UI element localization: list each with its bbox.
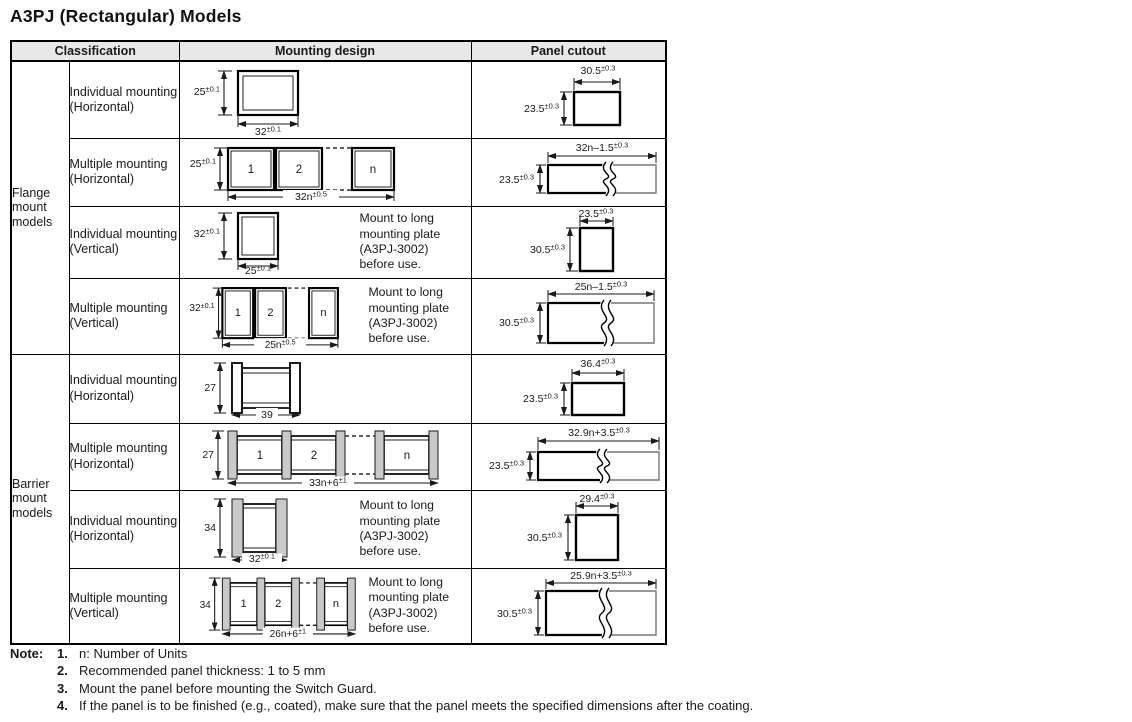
note-text: If the panel is to be finished (e.g., coated), make sure that the panel meets the specified dimensions after the coating. [79, 698, 754, 714]
diagram-shape [564, 502, 618, 560]
height-dim-label: 27 [203, 381, 216, 394]
width-dim-label: $26n+6^{\pm 1}$ [269, 626, 306, 640]
diagram-shape [218, 71, 298, 127]
mount-type-label: Multiple mounting (Vertical) [69, 278, 179, 354]
cutout-diagram [472, 571, 663, 641]
mounting-diagram [180, 63, 340, 137]
diagram-shape [534, 579, 656, 638]
width-dim-label: 39 [260, 408, 273, 421]
mounting-note: Mount to long mounting plate (A3PJ-3002) before use. [359, 498, 441, 559]
height-dim-label: $30.5^{\pm 0.3}$ [498, 315, 534, 329]
width-dim-label: $33n+6^{\pm 1}$ [308, 475, 347, 488]
note-label: Note: [10, 646, 44, 661]
group-cell-flange: Flange mount models [11, 61, 69, 354]
width-dim-label: $36.4^{\pm 0.3}$ [580, 356, 615, 370]
col-header-panel-cutout: Panel cutout [471, 41, 666, 61]
note-number: 3. [57, 680, 68, 696]
width-dim-label: $32n-1.5^{\pm 0.3}$ [575, 141, 628, 154]
diagram-shape [536, 152, 656, 196]
width-dim-label: $32^{\pm 0.1}$ [248, 551, 275, 564]
models-table [10, 40, 667, 645]
mount-type-label: Individual mounting (Vertical) [69, 206, 179, 278]
mounting-diagram [180, 281, 363, 351]
col-header-mounting-design: Mounting design [179, 41, 471, 61]
height-dim-label: $32^{\pm 0.1}$ [188, 300, 215, 315]
diagram-shape [566, 217, 613, 271]
mount-type-label: Multiple mounting (Horizontal) [69, 138, 179, 206]
cutout-diagram [472, 493, 663, 565]
height-dim-label: $23.5^{\pm 0.3}$ [522, 391, 558, 405]
height-dim-label: $23.5^{\pm 0.3}$ [498, 172, 534, 186]
height-dim-label: $25^{\pm 0.1}$ [193, 84, 220, 98]
height-dim-label: $32^{\pm 0.1}$ [193, 226, 220, 240]
diagram-shape [526, 437, 659, 483]
width-dim-label: $32n^{\pm 0.5}$ [294, 189, 327, 203]
note-number: 1. [57, 646, 68, 661]
diagram-shape [560, 78, 620, 125]
note-text: n: Number of Units [79, 646, 188, 661]
mounting-note: Mount to long mounting plate (A3PJ-3002) before use. [368, 285, 450, 346]
note-item [10, 697, 1128, 714]
unit-number: 2 [266, 307, 274, 319]
width-dim-label: $25.9n+3.5^{\pm 0.3}$ [569, 570, 632, 582]
notes [10, 645, 1128, 715]
cutout-diagram [472, 64, 663, 136]
width-dim-label: $23.5^{\pm 0.3}$ [578, 208, 613, 220]
unit-number: 2 [310, 449, 317, 462]
note-item [10, 645, 1128, 662]
mount-type-label: Individual mounting (Horizontal) [69, 354, 179, 423]
diagram-shape [214, 363, 300, 421]
width-dim-label: $25n-1.5^{\pm 0.3}$ [574, 281, 627, 293]
mounting-diagram [180, 140, 420, 204]
mount-type-label: Individual mounting (Horizontal) [69, 490, 179, 568]
height-dim-label: $25^{\pm 0.1}$ [189, 156, 216, 170]
unit-number: 1 [239, 597, 247, 610]
height-dim-label: $30.5^{\pm 0.3}$ [529, 242, 565, 256]
diagram-shape [218, 213, 278, 270]
width-dim-label: $30.5^{\pm 0.3}$ [580, 63, 615, 77]
mount-type-label: Multiple mounting (Horizontal) [69, 423, 179, 490]
height-dim-label: $23.5^{\pm 0.3}$ [488, 458, 524, 472]
cutout-diagram [472, 357, 663, 421]
mount-type-label: Individual mounting (Horizontal) [69, 61, 179, 138]
height-dim-label: 34 [203, 522, 216, 534]
mounting-note: Mount to long mounting plate (A3PJ-3002) before use. [368, 574, 450, 636]
cutout-diagram [472, 141, 663, 203]
note-item [10, 662, 1128, 679]
width-dim-label: $32^{\pm 0.1}$ [254, 124, 281, 137]
height-dim-label: 34 [199, 599, 211, 611]
diagram-shape [560, 369, 624, 415]
mounting-note: Mount to long mounting plate (A3PJ-3002) before use. [359, 211, 441, 272]
unit-number: n [332, 597, 339, 610]
height-dim-label: $30.5^{\pm 0.3}$ [496, 606, 532, 620]
note-item [10, 680, 1128, 697]
unit-number: n [369, 164, 376, 176]
note-number: 4. [57, 698, 68, 714]
mounting-diagram [180, 357, 340, 421]
note-number: 2. [57, 663, 68, 679]
mounting-diagram [180, 494, 340, 564]
width-dim-label: $32.9n+3.5^{\pm 0.3}$ [567, 425, 630, 439]
page-title: A3PJ (Rectangular) Models [10, 6, 242, 26]
width-dim-label: $25n^{\pm 0.5}$ [264, 337, 296, 351]
cutout-diagram [472, 426, 663, 488]
unit-number: 1 [247, 164, 254, 176]
cutout-diagram [472, 281, 663, 351]
unit-number: n [403, 449, 410, 462]
height-dim-label: $30.5^{\pm 0.3}$ [526, 530, 562, 544]
cutout-diagram [472, 208, 663, 276]
unit-number: 1 [234, 307, 241, 319]
width-dim-label: $29.4^{\pm 0.3}$ [579, 493, 614, 505]
height-dim-label: 27 [201, 448, 214, 461]
note-text: Recommended panel thickness: 1 to 5 mm [79, 663, 326, 679]
diagram-shape [536, 290, 654, 346]
mounting-diagram [180, 572, 363, 640]
note-text: Mount the panel before mounting the Switch Guard. [79, 680, 377, 696]
height-dim-label: $23.5^{\pm 0.3}$ [523, 101, 559, 115]
col-header-classification: Classification [11, 41, 179, 61]
mounting-diagram [180, 209, 340, 275]
width-dim-label: $25^{\pm 0.1}$ [244, 263, 271, 275]
mounting-diagram [180, 426, 440, 488]
mount-type-label: Multiple mounting (Vertical) [69, 568, 179, 644]
unit-number: 1 [256, 449, 263, 462]
unit-number: n [319, 307, 327, 319]
unit-number: 2 [274, 597, 281, 610]
unit-number: 2 [295, 164, 302, 176]
group-cell-barrier: Barrier mount models [11, 354, 69, 644]
